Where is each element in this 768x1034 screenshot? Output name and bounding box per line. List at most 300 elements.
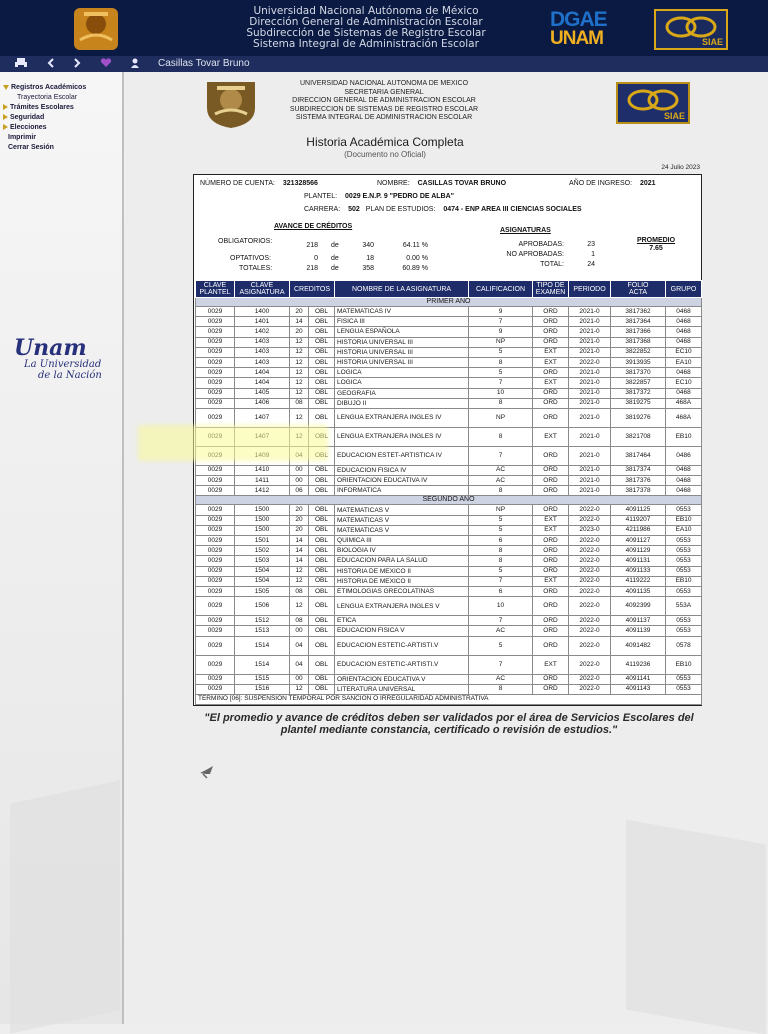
siae-logo-graphic: [618, 84, 688, 122]
cell-tipo-examen: EXT: [533, 576, 569, 586]
cell-creditos: 12: [290, 597, 309, 616]
table-row: [196, 556, 702, 566]
cell-clave-plantel: 0029: [196, 616, 235, 626]
cell-tipo-examen: ORD: [533, 556, 569, 566]
document-title: Historia Académica Completa: [306, 135, 464, 149]
termino-row: [196, 694, 702, 704]
cell-clave-asignatura: 1504: [235, 576, 290, 586]
cell-clave-plantel: 0029: [196, 398, 235, 408]
cell-creditos: 12: [290, 684, 309, 694]
cell-folio-acta: 3822857: [611, 378, 666, 388]
ingreso-row: [569, 179, 656, 188]
cell-calificacion: AC: [469, 674, 533, 684]
cell-calificacion: 8: [469, 546, 533, 556]
cell-asignatura: MATEMATICAS V: [335, 525, 469, 535]
sidebar-item-tramites-escolares[interactable]: [3, 103, 86, 113]
logo-line: Unam: [14, 335, 87, 361]
table-row: [196, 626, 702, 636]
cell-grupo: EB10: [666, 515, 702, 525]
cell-caracter: OBL: [309, 684, 335, 694]
plantel-row: [304, 192, 454, 201]
heart-icon[interactable]: [100, 57, 112, 73]
table-row: [196, 505, 702, 515]
cell-calificacion: 7: [469, 655, 533, 674]
cell-grupo: 553A: [666, 597, 702, 616]
cell-tipo-examen: ORD: [533, 398, 569, 408]
cell-calificacion: 5: [469, 525, 533, 535]
cell-folio-acta: 3817376: [611, 476, 666, 486]
cell-clave-plantel: 0029: [196, 368, 235, 378]
institution-line: SECRETARIA GENERAL: [344, 88, 424, 96]
siae-logo-graphic: [656, 11, 726, 48]
cell-folio-acta: 3817374: [611, 465, 666, 475]
siae-logo-text: SIAE: [702, 37, 724, 47]
dgae-unam-logo: [550, 10, 630, 50]
cell-calificacion: 8: [469, 486, 533, 496]
cell-tipo-examen: ORD: [533, 368, 569, 378]
cell-clave-plantel: 0029: [196, 556, 235, 566]
cell-clave-asignatura: 1500: [235, 515, 290, 525]
cell-grupo: 0468: [666, 368, 702, 378]
cell-asignatura: GEOGRAFIA: [335, 388, 469, 398]
cell-caracter: OBL: [309, 597, 335, 616]
year-header-row: [196, 298, 702, 307]
sidebar-item-imprimir[interactable]: [3, 133, 86, 143]
cell-tipo-examen: EXT: [533, 378, 569, 388]
cell-periodo: 2023-0: [569, 525, 611, 535]
cell-periodo: 2022-0: [569, 586, 611, 596]
creditos-pct: 64.11 %: [402, 242, 428, 249]
table-row: [196, 347, 702, 357]
cell-clave-plantel: 0029: [196, 525, 235, 535]
asignaturas-total-value: 24: [587, 261, 595, 268]
table-row: [196, 307, 702, 317]
cell-creditos: 12: [290, 566, 309, 576]
cell-folio-acta: 3822852: [611, 347, 666, 357]
cell-folio-acta: 3821708: [611, 427, 666, 446]
cell-grupo: 0486: [666, 446, 702, 465]
cell-asignatura: EDUCACION PARA LA SALUD: [335, 556, 469, 566]
header-line: Sistema Integral de Administración Escolar: [253, 38, 479, 50]
creditos-optativos-label: OPTATIVOS:: [230, 255, 271, 262]
sidebar-menu: [3, 83, 86, 153]
cell-caracter: OBL: [309, 505, 335, 515]
cell-clave-asignatura: 1406: [235, 398, 290, 408]
cell-caracter: OBL: [309, 327, 335, 337]
cell-folio-acta: 4091135: [611, 586, 666, 596]
cell-tipo-examen: ORD: [533, 546, 569, 556]
cell-periodo: 2022-0: [569, 536, 611, 546]
cell-tipo-examen: ORD: [533, 388, 569, 398]
cell-asignatura: MATEMATICAS V: [335, 505, 469, 515]
cell-grupo: EB10: [666, 576, 702, 586]
cell-periodo: 2022-0: [569, 556, 611, 566]
cell-creditos: 12: [290, 347, 309, 357]
cell-periodo: 2022-0: [569, 616, 611, 626]
promedio-value: 7.65: [649, 245, 663, 252]
creditos-totales-label: TOTALES:: [239, 265, 273, 272]
cell-calificacion: 6: [469, 586, 533, 596]
cell-clave-asignatura: 1412: [235, 486, 290, 496]
cell-caracter: OBL: [309, 515, 335, 525]
cell-folio-acta: 3913935: [611, 357, 666, 367]
table-row: [196, 337, 702, 347]
table-row: [196, 525, 702, 535]
highlight-overlay: [138, 425, 328, 461]
document-date: 24 Julio 2023: [661, 164, 700, 171]
site-header: [0, 0, 768, 56]
cell-periodo: 2021-0: [569, 408, 611, 427]
cell-grupo: 468A: [666, 398, 702, 408]
creditos-de: de: [331, 242, 339, 249]
cell-tipo-examen: ORD: [533, 486, 569, 496]
cell-caracter: OBL: [309, 317, 335, 327]
cell-folio-acta: 3817372: [611, 388, 666, 398]
cell-calificacion: NP: [469, 337, 533, 347]
cell-creditos: 20: [290, 515, 309, 525]
cell-folio-acta: 3817370: [611, 368, 666, 378]
cell-clave-asignatura: 1405: [235, 388, 290, 398]
asignaturas-title: ASIGNATURAS: [500, 227, 551, 234]
creditos-value: 0: [314, 255, 318, 262]
cell-caracter: OBL: [309, 525, 335, 535]
cell-clave-plantel: 0029: [196, 626, 235, 636]
cell-tipo-examen: ORD: [533, 616, 569, 626]
cell-clave-asignatura: 1402: [235, 327, 290, 337]
cell-calificacion: NP: [469, 505, 533, 515]
cell-caracter: OBL: [309, 307, 335, 317]
cell-folio-acta: 3817464: [611, 446, 666, 465]
cell-tipo-examen: EXT: [533, 525, 569, 535]
cell-asignatura: LOGICA: [335, 368, 469, 378]
table-row: [196, 597, 702, 616]
year-label: PRIMER AÑO: [196, 298, 702, 307]
grades-body: [196, 298, 702, 705]
cell-grupo: 0468: [666, 307, 702, 317]
carrera-value: 502: [348, 206, 360, 213]
cell-asignatura: ORIENTACION EDUCATIVA IV: [335, 476, 469, 486]
cell-calificacion: 9: [469, 307, 533, 317]
cell-calificacion: 5: [469, 347, 533, 357]
cell-creditos: 12: [290, 408, 309, 427]
creditos-value: 218: [306, 242, 318, 249]
cell-periodo: 2021-0: [569, 378, 611, 388]
cell-clave-plantel: 0029: [196, 388, 235, 398]
cell-grupo: EC10: [666, 378, 702, 388]
asignaturas-total-label: TOTAL:: [540, 261, 564, 268]
user-name: Casillas Tovar Bruno: [158, 58, 250, 69]
cell-clave-plantel: 0029: [196, 378, 235, 388]
cell-clave-asignatura: 1502: [235, 546, 290, 556]
sidebar-item-cerrar-sesion[interactable]: [3, 143, 86, 153]
cell-grupo: 0553: [666, 556, 702, 566]
cell-caracter: OBL: [309, 465, 335, 475]
sidebar-item-label: Cerrar Sesión: [8, 144, 54, 151]
cell-tipo-examen: ORD: [533, 684, 569, 694]
cell-tipo-examen: ORD: [533, 307, 569, 317]
cell-folio-acta: 4091133: [611, 566, 666, 576]
cell-creditos: 14: [290, 317, 309, 327]
cell-clave-plantel: 0029: [196, 307, 235, 317]
cell-grupo: 0468: [666, 476, 702, 486]
cell-tipo-examen: ORD: [533, 536, 569, 546]
back-arrow-icon[interactable]: [46, 57, 56, 73]
asignaturas-no-aprobadas-value: 1: [591, 251, 595, 258]
cell-clave-asignatura: 1404: [235, 368, 290, 378]
cell-clave-asignatura: 1500: [235, 525, 290, 535]
cell-periodo: 2021-0: [569, 465, 611, 475]
year-label: SEGUNDO AÑO: [196, 496, 702, 505]
cell-grupo: 0468: [666, 337, 702, 347]
sidebar-item-trayectoria-escolar[interactable]: [3, 93, 86, 103]
dgae-logo-text: DGAE: [550, 8, 607, 31]
table-row: [196, 674, 702, 684]
cell-caracter: OBL: [309, 536, 335, 546]
cell-tipo-examen: ORD: [533, 505, 569, 515]
cell-clave-plantel: 0029: [196, 465, 235, 475]
cell-calificacion: 7: [469, 446, 533, 465]
cell-folio-acta: 4091143: [611, 684, 666, 694]
cell-creditos: 12: [290, 378, 309, 388]
cell-clave-asignatura: 1403: [235, 347, 290, 357]
cell-caracter: OBL: [309, 408, 335, 427]
cell-periodo: 2021-0: [569, 327, 611, 337]
cell-periodo: 2021-0: [569, 446, 611, 465]
cell-grupo: 0553: [666, 546, 702, 556]
cell-creditos: 04: [290, 655, 309, 674]
table-header-row: [196, 281, 702, 298]
cell-clave-asignatura: 1401: [235, 317, 290, 327]
cell-clave-asignatura: 1501: [235, 536, 290, 546]
cell-grupo: EC10: [666, 347, 702, 357]
cell-tipo-examen: ORD: [533, 636, 569, 655]
carrera-label: CARRERA:: [304, 206, 341, 213]
cell-clave-plantel: 0029: [196, 408, 235, 427]
cell-calificacion: 8: [469, 427, 533, 446]
table-row: [196, 616, 702, 626]
cell-folio-acta: 3817378: [611, 486, 666, 496]
cell-caracter: OBL: [309, 626, 335, 636]
ingreso-value: 2021: [639, 180, 656, 187]
cell-grupo: 0553: [666, 586, 702, 596]
cell-creditos: 00: [290, 674, 309, 684]
cell-tipo-examen: ORD: [533, 317, 569, 327]
cell-calificacion: 9: [469, 327, 533, 337]
cell-asignatura: EDUCACION FISICA IV: [335, 465, 469, 475]
cell-asignatura: LENGUA ESPAÑOLA: [335, 327, 469, 337]
cell-asignatura: LOGICA: [335, 378, 469, 388]
speaker-icon[interactable]: [198, 765, 218, 779]
cell-clave-asignatura: 1410: [235, 465, 290, 475]
siae-header-logo: [654, 9, 728, 50]
cell-calificacion: AC: [469, 465, 533, 475]
cell-asignatura: MATEMATICAS IV: [335, 307, 469, 317]
cell-calificacion: NP: [469, 408, 533, 427]
sidebar-item-label: Seguridad: [10, 114, 45, 121]
creditos-title: AVANCE DE CRÉDITOS: [274, 223, 353, 230]
cell-clave-plantel: 0029: [196, 317, 235, 327]
cell-grupo: EA10: [666, 357, 702, 367]
printer-icon[interactable]: [14, 57, 28, 73]
cell-clave-asignatura: 1404: [235, 378, 290, 388]
cell-asignatura: LENGUA EXTRANJERA INGLES IV: [335, 427, 469, 446]
cell-asignatura: BIOLOGIA IV: [335, 546, 469, 556]
table-row: [196, 398, 702, 408]
sidebar-item-elecciones[interactable]: [3, 123, 86, 133]
cell-tipo-examen: ORD: [533, 408, 569, 427]
table-row: [196, 378, 702, 388]
cell-clave-plantel: 0029: [196, 515, 235, 525]
cell-folio-acta: 3817368: [611, 337, 666, 347]
cell-caracter: OBL: [309, 398, 335, 408]
cell-periodo: 2022-0: [569, 684, 611, 694]
table-row: [196, 465, 702, 475]
table-row: [196, 576, 702, 586]
cell-asignatura: HISTORIA DE MEXICO II: [335, 566, 469, 576]
cell-calificacion: 10: [469, 597, 533, 616]
cell-asignatura: MATEMATICAS V: [335, 515, 469, 525]
cell-grupo: 0468: [666, 465, 702, 475]
cell-tipo-examen: EXT: [533, 515, 569, 525]
cell-clave-plantel: 0029: [196, 505, 235, 515]
toolbar: [0, 56, 768, 72]
cuenta-label: NÚMERO DE CUENTA:: [200, 180, 275, 187]
col-tipo-examen: TIPO DE EXAMEN: [533, 281, 569, 298]
cell-asignatura: FISICA III: [335, 317, 469, 327]
cell-creditos: 00: [290, 626, 309, 636]
cell-calificacion: 7: [469, 616, 533, 626]
plantel-label: PLANTEL:: [304, 193, 338, 200]
table-row: [196, 476, 702, 486]
cell-clave-asignatura: 1503: [235, 556, 290, 566]
cell-periodo: 2021-0: [569, 486, 611, 496]
cell-grupo: 0578: [666, 636, 702, 655]
cell-periodo: 2021-0: [569, 476, 611, 486]
cell-asignatura: HISTORIA DE MEXICO II: [335, 576, 469, 586]
cell-folio-acta: 4091125: [611, 505, 666, 515]
cell-clave-asignatura: 1504: [235, 566, 290, 576]
cell-asignatura: LENGUA EXTRANJERA INGLES V: [335, 597, 469, 616]
cell-creditos: 20: [290, 307, 309, 317]
asignaturas-no-aprobadas-label: NO APROBADAS:: [506, 251, 564, 258]
creditos-total: 358: [362, 265, 374, 272]
cell-grupo: 0468: [666, 388, 702, 398]
cell-folio-acta: 4119222: [611, 576, 666, 586]
cell-tipo-examen: EXT: [533, 357, 569, 367]
cell-creditos: 00: [290, 465, 309, 475]
header-line: Universidad Nacional Autónoma de México: [253, 5, 479, 17]
validation-note: "El promedio y avance de créditos deben ser validados por el área de Servicios Escolares del plantel mediante constancia, certificado o revisión de estudios.": [204, 712, 694, 736]
user-icon[interactable]: [130, 57, 140, 73]
cell-periodo: 2021-0: [569, 337, 611, 347]
header-title-lines: [200, 6, 532, 50]
table-row: [196, 536, 702, 546]
cell-folio-acta: 4091131: [611, 556, 666, 566]
cell-tipo-examen: ORD: [533, 566, 569, 576]
table-row: [196, 636, 702, 655]
plan-value: 0474 - ENP AREA III CIENCIAS SOCIALES: [443, 206, 582, 213]
col-creditos: CREDITOS: [290, 281, 335, 298]
year-header-row: [196, 496, 702, 505]
cell-tipo-examen: ORD: [533, 465, 569, 475]
cell-grupo: 0553: [666, 626, 702, 636]
cell-grupo: 0553: [666, 505, 702, 515]
cell-calificacion: 7: [469, 378, 533, 388]
termino-text: TÉRMINO [06]: SUSPENSION TEMPORAL POR SANCION O IRREGULARIDAD ADMINISTRATIVA: [196, 694, 702, 704]
table-row: [196, 357, 702, 367]
cell-clave-plantel: 0029: [196, 357, 235, 367]
cell-periodo: 2022-0: [569, 597, 611, 616]
cell-grupo: 0553: [666, 566, 702, 576]
cell-asignatura: HISTORIA UNIVERSAL III: [335, 337, 469, 347]
sidebar-item-seguridad[interactable]: [3, 113, 86, 123]
cell-folio-acta: 3817364: [611, 317, 666, 327]
cell-caracter: OBL: [309, 576, 335, 586]
sidebar-item-registros-academicos[interactable]: [3, 83, 86, 93]
asignaturas-aprobadas-value: 23: [587, 241, 595, 248]
cell-asignatura: DIBUJO II: [335, 398, 469, 408]
cell-asignatura: QUIMICA III: [335, 536, 469, 546]
table-row: [196, 368, 702, 378]
cell-folio-acta: 4091141: [611, 674, 666, 684]
table-row: [196, 388, 702, 398]
forward-arrow-icon[interactable]: [72, 57, 82, 73]
cell-tipo-examen: EXT: [533, 655, 569, 674]
sidebar-item-label: Registros Académicos: [11, 84, 87, 91]
cell-folio-acta: 3819276: [611, 408, 666, 427]
cell-folio-acta: 4119207: [611, 515, 666, 525]
collapsed-triangle-icon: [3, 114, 8, 120]
cell-folio-acta: 4211986: [611, 525, 666, 535]
cell-creditos: 08: [290, 616, 309, 626]
cell-creditos: 20: [290, 525, 309, 535]
cell-asignatura: INFORMATICA: [335, 486, 469, 496]
cell-calificacion: 5: [469, 515, 533, 525]
grades-table: [195, 280, 702, 705]
sidebar-item-label: Trámites Escolares: [10, 104, 74, 111]
cell-creditos: 08: [290, 398, 309, 408]
table-row: [196, 327, 702, 337]
cell-creditos: 12: [290, 337, 309, 347]
cell-asignatura: EDUCACION ESTET-ARTISTICA IV: [335, 446, 469, 465]
cell-periodo: 2021-0: [569, 317, 611, 327]
cell-periodo: 2021-0: [569, 427, 611, 446]
cell-caracter: OBL: [309, 616, 335, 626]
cell-calificacion: 5: [469, 566, 533, 576]
cell-asignatura: ORIENTACION EDUCATIVA V: [335, 674, 469, 684]
cell-grupo: 0553: [666, 536, 702, 546]
cell-tipo-examen: EXT: [533, 347, 569, 357]
header-line: Dirección General de Administración Escolar: [249, 16, 483, 28]
cell-caracter: OBL: [309, 368, 335, 378]
cell-periodo: 2021-0: [569, 388, 611, 398]
institution-line: DIRECCION GENERAL DE ADMINISTRACION ESCOLAR: [292, 97, 476, 104]
cell-clave-asignatura: 1514: [235, 655, 290, 674]
col-clave-asignatura: CLAVE ASIGNATURA: [235, 281, 290, 298]
unam-la-universidad-logo: [14, 337, 104, 392]
cell-clave-plantel: 0029: [196, 546, 235, 556]
cell-tipo-examen: EXT: [533, 427, 569, 446]
cell-creditos: 20: [290, 505, 309, 515]
cell-asignatura: EDUCACION ESTETIC-ARTISTI.V: [335, 655, 469, 674]
cell-creditos: 12: [290, 576, 309, 586]
cell-clave-plantel: 0029: [196, 674, 235, 684]
col-folio-acta: FOLIO ACTA: [611, 281, 666, 298]
creditos-pct: 60.89 %: [402, 265, 428, 272]
siae-document-logo: [616, 82, 690, 124]
cell-calificacion: 8: [469, 556, 533, 566]
cell-caracter: OBL: [309, 357, 335, 367]
